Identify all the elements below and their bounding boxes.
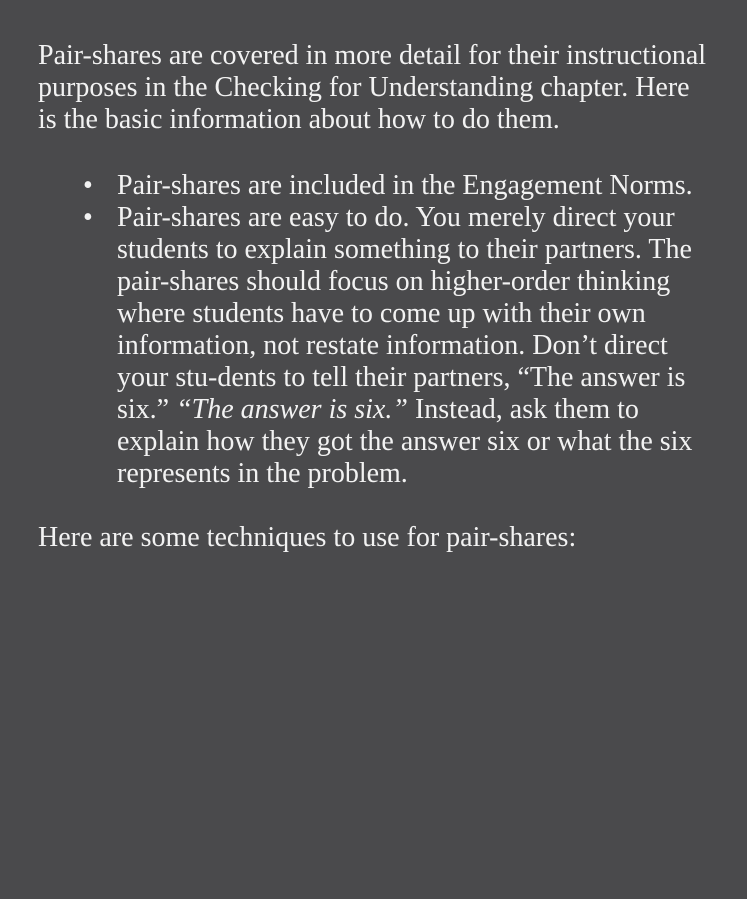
bullet-text: Pair-shares are included in the Engagement Norms. xyxy=(117,170,693,201)
italic-quote: “The answer is six.” xyxy=(176,394,408,425)
bullet-text-end: Instead, ask them to explain how they got the answer six or what the six represents in the problem. xyxy=(117,394,693,489)
bullet-text xyxy=(117,202,692,489)
bullet-list xyxy=(38,170,708,490)
bullet-text-start: Pair-shares are easy to do. You merely direct your students to explain something to their partners. The pair-shares should focus on higher-order thinking where students have to come up with their own information, not restate information. Don’t direct your stu-dents to tell their partners, “The answer is six.” xyxy=(117,202,692,425)
closing-paragraph: Here are some techniques to use for pair-shares: xyxy=(38,522,577,553)
bullet-icon: • xyxy=(83,170,93,201)
list-item xyxy=(38,170,708,202)
intro-paragraph: Pair-shares are covered in more detail for their instructional purposes in the Checking for Understanding chapter. Here is the basic information about how to do them. xyxy=(38,40,707,135)
bullet-icon: • xyxy=(83,202,93,233)
list-item xyxy=(38,202,708,490)
document-page xyxy=(38,40,708,554)
